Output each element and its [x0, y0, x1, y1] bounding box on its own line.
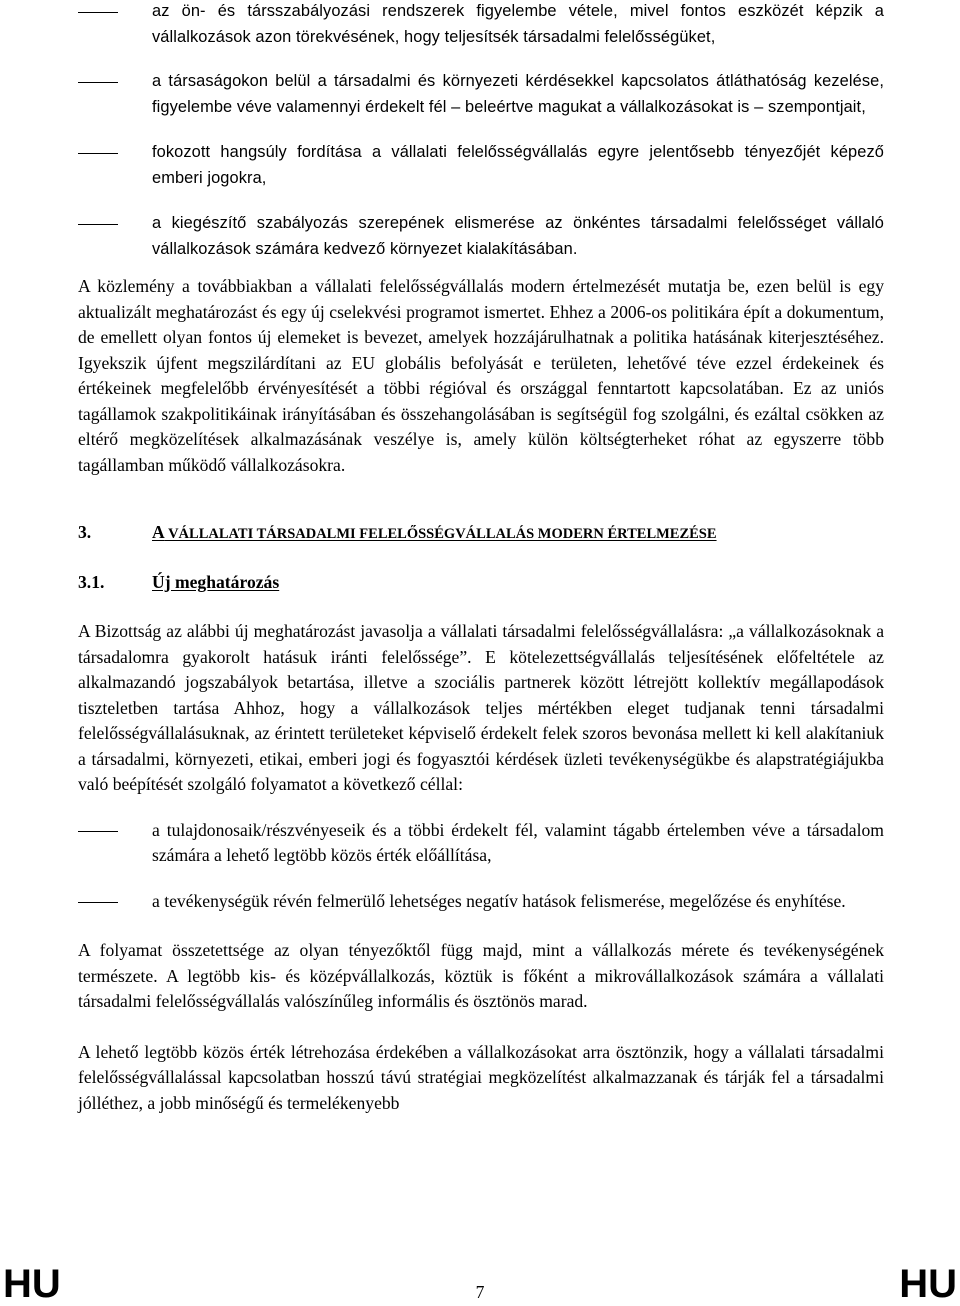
subsection-heading	[78, 570, 884, 596]
section-heading	[78, 520, 884, 548]
list-item	[78, 889, 884, 915]
subsection-number: 3.1.	[78, 571, 105, 592]
list-item-text: a tevékenységük révén felmerülő lehetséges negatív hatások felismerése, megelőzése és enyhítése.	[152, 890, 846, 911]
list-item	[78, 69, 884, 120]
page-number: 7	[475, 1282, 485, 1302]
list-item	[78, 211, 884, 262]
list-item-text: az ön- és társszabályozási rendszerek figyelembe vétele, mivel fontos eszközét képzik a vállalkozások azon törekvésének, hogy teljesítsék társadalmi felelősségüket,	[152, 2, 884, 46]
footer-language-left: HU	[3, 1262, 61, 1306]
list-item-text: a tulajdonosaik/részvényeseik és a többi érdekelt fél, valamint tágabb értelemben véve a társadalom számára a lehető legtöbb közös érték előállítása,	[152, 819, 884, 865]
section-title-initial: A	[152, 522, 165, 542]
list-item-text: a kiegészítő szabályozás szerepének elismerése az önkéntes társadalmi felelősséget vállaló vállalkozások számára kedvező környezet kialakításában.	[152, 214, 884, 258]
section-title	[152, 520, 717, 548]
section-title-rest: VÁLLALATI TÁRSADALMI FELELŐSSÉGVÁLLALÁS MODERN ÉRTELMEZÉSE	[164, 526, 717, 542]
list-item	[78, 818, 884, 869]
section-number: 3.	[78, 522, 92, 542]
body-paragraph: A folyamat összetettsége az olyan tényezőktől függ majd, mint a vállalkozás mérete és tevékenységének természete. A legtöbb kis- és középvállalkozás, köztük is főként a mikrovállalkozások számára a vállalati társadalmi felelősségvállalás valószínűleg informális és ösztönös marad.	[78, 940, 884, 1011]
list-item-text: a társaságokon belül a társadalmi és környezeti kérdésekkel kapcsolatos átláthatóság kezelése, figyelembe véve valamennyi érdekelt fél – beleértve magukat a vállalkozásokat is – szempontjait,	[152, 72, 884, 116]
body-paragraph: A lehető legtöbb közös érték létrehozása érdekében a vállalkozásokat arra ösztönzik, hogy a vállalati társadalmi felelősségvállalással kapcsolatban hosszú távú stratégiai megközelítést alkalmazzanak és tárják fel a társadalmi jólléthez, a jobb minőségű és termelékenyebb	[78, 1041, 884, 1113]
list-item	[78, 140, 884, 191]
document-page	[78, 0, 884, 1116]
footer-language-right: HU	[899, 1262, 957, 1306]
body-paragraph: A közlemény a továbbiakban a vállalati felelősségvállalás modern értelmezését mutatja be, ezen belül is egy aktualizált meghatározást és egy új cselekvési programot ismertet. Ehhez a 2006-os politikára épít a dokumentum, de emellett olyan fontos új elemeket is bevezet, amelyek hozzájárulhatnak a politika hatásának kiterjesztéséhez. Igyekszik újfent megszilárdítani az EU globális befolyását e területen, lehetővé téve ezzel érdekeinek és értékeinek megfelelőbb érvényesítését a többi régióval és országgal fenntartott kapcsolatában. Ez az uniós tagállamok szakpolitikáinak irányításában és összehangolásában is segítségül fog szolgálni, és ezáltal csökken az eltérő megközelítések alkalmazásának veszélye is, amely külön költségterheket róhat az egyszerre több tagállamban működő vállalkozásokra.	[78, 276, 884, 475]
subsection-title: Új meghatározás	[152, 571, 280, 592]
list-item	[78, 0, 884, 50]
body-paragraph: A Bizottság az alábbi új meghatározást javasolja a vállalati társadalmi felelősségvállalásra: „a vállalkozásoknak a társadalomra gyakorolt hatásuk iránti felelőssége”. E kötelezettségvállalás teljesítésének előfeltétele az alkalmazandó jogszabályok betartása, illetve a szociális partnerek között létrejött kollektív megállapodások tiszteletben tartása Ahhoz, hogy a vállalkozások teljes mértékben eleget tudjanak tenni társadalmi felelősségvállalásuknak, az érintett területeket képviselő érdekelt felek szoros bevonása mellett ki kell alakítaniuk a társadalmi, környezeti, etikai, emberi jogi és fogyasztói kérdések üzleti tevékenységükbe és alapstratégiájukba való beépítését szolgáló folyamatot a következő céllal:	[78, 621, 884, 794]
list-item-text: fokozott hangsúly fordítása a vállalati felelősségvállalás egyre jelentősebb tényezőjét képező emberi jogokra,	[152, 143, 884, 187]
